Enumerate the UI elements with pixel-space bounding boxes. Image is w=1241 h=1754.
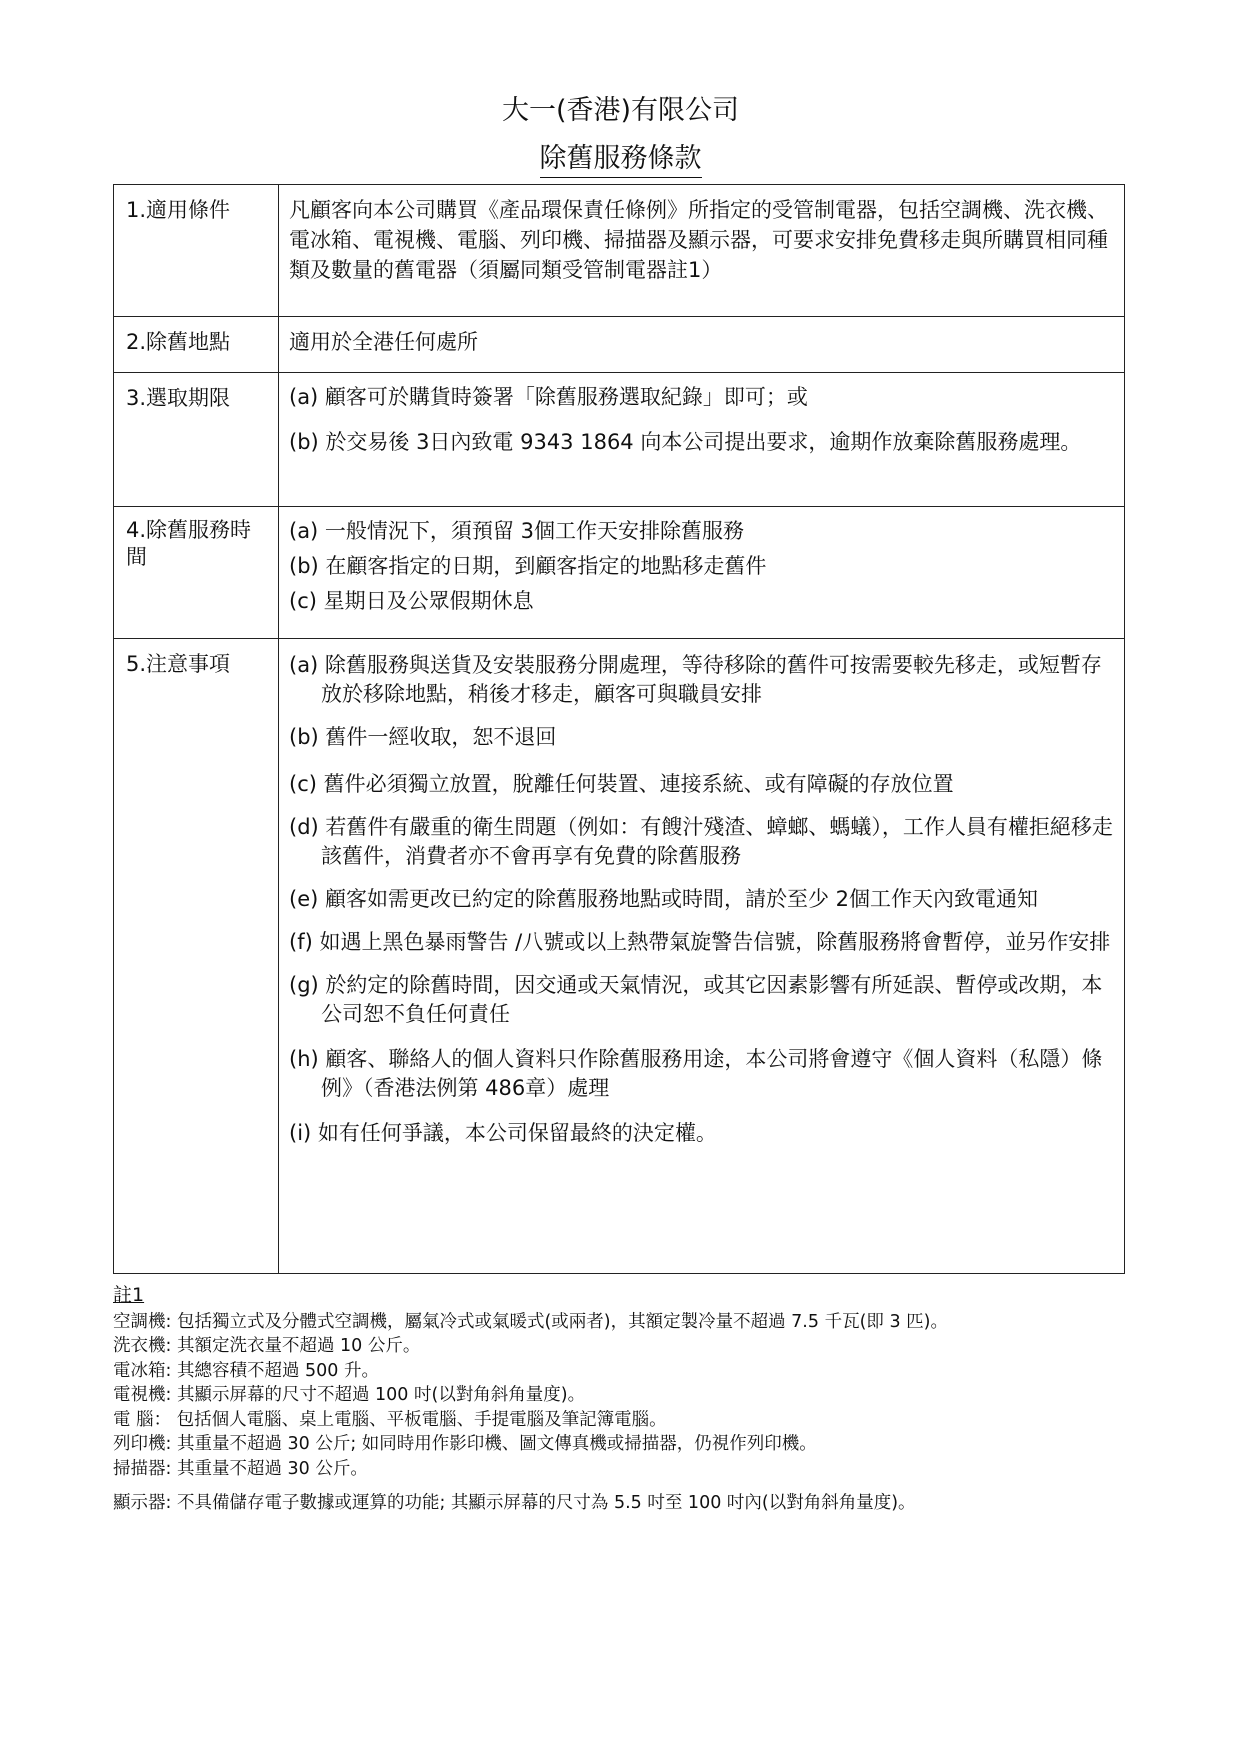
row-items [279,373,1125,507]
list-item: (b) 在顧客指定的日期，到顧客指定的地點移走舊件 [289,554,767,578]
row-items [279,507,1125,639]
company-name: 大一(香港)有限公司 [501,95,740,126]
list-item: (a) 一般情況下，須預留 3個工作天安排除舊服務 [289,519,744,543]
row-label: 1.適用條件 [114,185,279,317]
document-title [0,136,1241,175]
list-item: (c) 舊件必須獨立放置，脫離任何裝置、連接系統、或有障礙的存放位置 [289,772,954,796]
list-item: (f) 如遇上黑色暴雨警告 /八號或以上熱帶氣旋警告信號，除舊服務將會暫停，並另作安排 [289,930,1111,954]
footnote-line: 空調機: 包括獨立式及分體式空調機，屬氣冷式或氣暖式(或兩者)，其額定製冷量不超過 7.5 千瓦(即 3 匹)。 [113,1311,948,1332]
footnote-line: 電冰箱: 其總容積不超過 500 升。 [113,1360,379,1381]
row-label: 5.注意事項 [114,639,279,1274]
row-items [279,639,1125,1274]
list-item: (a) 顧客可於購貨時簽署「除舊服務選取紀錄」即可；或 [289,385,808,409]
table-row [114,639,1125,1274]
table-row [114,507,1125,639]
list-item: (d) 若舊件有嚴重的衛生問題（例如：有餿汁殘渣、蟑螂、螞蟻），工作人員有權拒絕移走該舊件，消費者亦不會再享有免費的除舊服務 [289,815,1113,868]
list-item: (g) 於約定的除舊時間，因交通或天氣情況，或其它因素影響有所延誤、暫停或改期，本公司恕不負任何責任 [289,973,1103,1026]
table-row [114,185,1125,317]
footnote-line: 掃描器: 其重量不超過 30 公斤。 [113,1458,368,1479]
footnote-line: 電 腦： 包括個人電腦、桌上電腦、平板電腦、手提電腦及筆記簿電腦。 [113,1409,667,1430]
footnote-line: 電視機: 其顯示屏幕的尺寸不超過 100 吋(以對角斜角量度)。 [113,1385,586,1405]
footnote-line: 列印機: 其重量不超過 30 公斤; 如同時用作影印機、圖文傳真機或掃描器，仍視作列印機。 [113,1434,817,1454]
list-item: (b) 於交易後 3日內致電 9343 1864 向本公司提出要求，逾期作放棄除舊服務處理。 [289,430,1082,454]
table-row [114,373,1125,507]
document-title-text: 除舊服務條款 [540,143,702,178]
footnote-line: 顯示器: 不具備儲存電子數據或運算的功能; 其顯示屏幕的尺寸為 5.5 吋至 100 吋內(以對角斜角量度)。 [113,1493,916,1513]
row-text: 適用於全港任何處所 [279,317,1125,373]
row-label: 4.除舊服務時間 [114,507,279,639]
list-item: (c) 星期日及公眾假期休息 [289,589,534,613]
row-label: 2.除舊地點 [114,317,279,373]
list-item: (b) 舊件一經收取，恕不退回 [289,725,557,749]
table-row [114,317,1125,373]
footnote-line: 洗衣機: 其額定洗衣量不超過 10 公斤。 [113,1336,421,1356]
row-text: 凡顧客向本公司購買《產品環保責任條例》所指定的受管制電器，包括空調機、洗衣機、電冰箱、電視機、電腦、列印機、掃描器及顯示器，可要求安排免費移走與所購買相同種類及數量的舊電器（須屬同類受管制電器註1） [279,185,1125,317]
list-item: (i) 如有任何爭議，本公司保留最終的決定權。 [289,1121,717,1145]
list-item: (a) 除舊服務與送貨及安裝服務分開處理，等待移除的舊件可按需要較先移走，或短暫存放於移除地點，稍後才移走，顧客可與職員安排 [289,653,1102,706]
row-label: 3.選取期限 [114,373,279,507]
list-item: (e) 顧客如需更改已約定的除舊服務地點或時間，請於至少 2個工作天內致電通知 [289,887,1039,911]
list-item: (h) 顧客、聯絡人的個人資料只作除舊服務用途，本公司將會遵守《個人資料（私隱）條例》（香港法例第 486章）處理 [289,1047,1103,1100]
footnotes [113,1283,948,1516]
footnote-heading: 註1 [113,1284,145,1306]
terms-table [113,184,1125,1274]
